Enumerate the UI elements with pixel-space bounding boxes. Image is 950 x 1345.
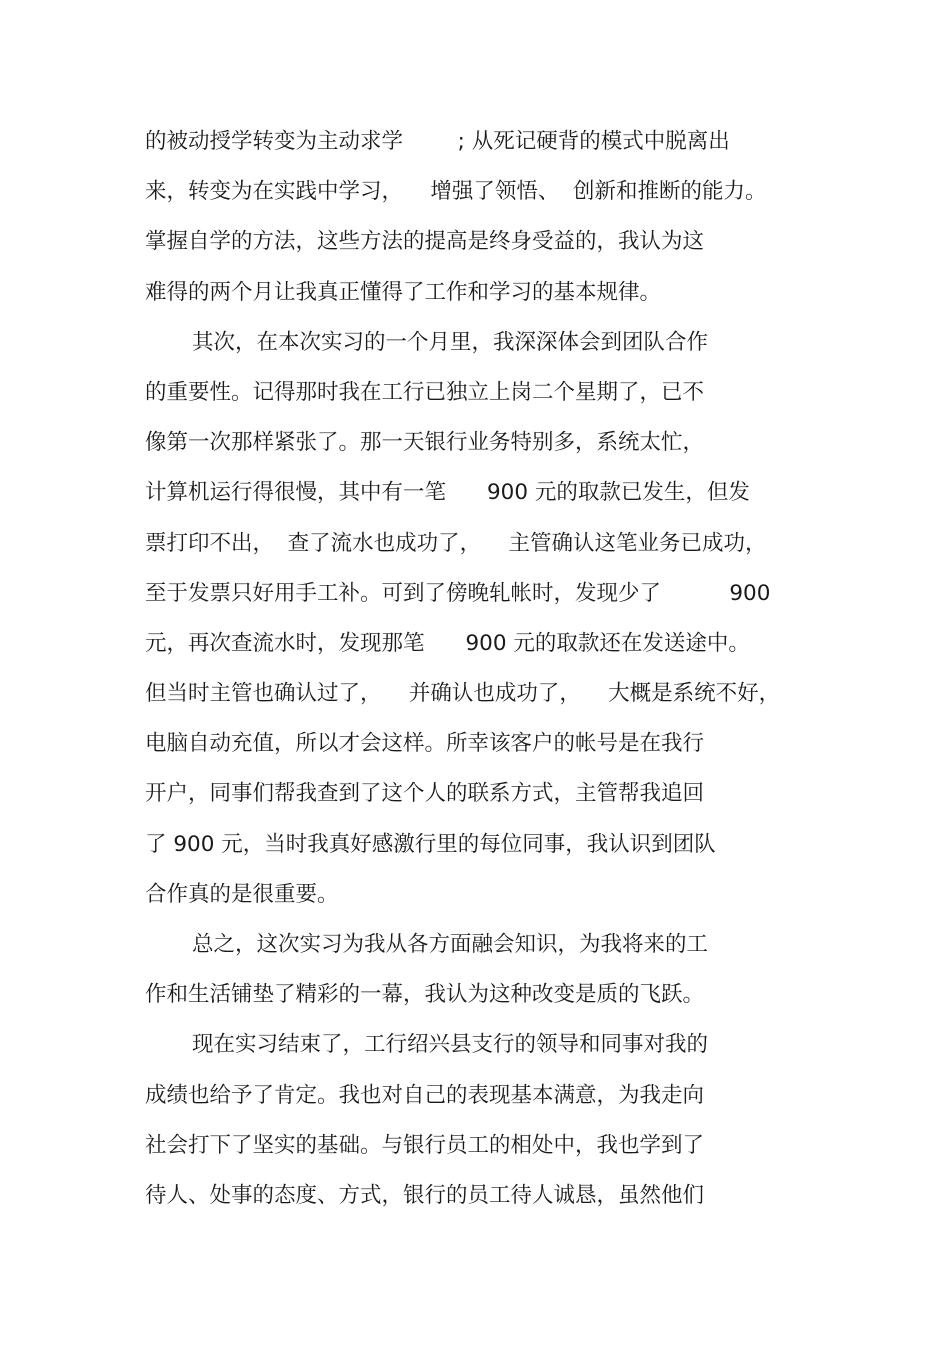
- text-line: 像第一次那样紧张了。那一天银行业务特别多，系统太忙，: [145, 430, 705, 456]
- text-line: 作和生活铺垫了精彩的一幕，我认为这种改变是质的飞跃。: [145, 982, 705, 1008]
- text-line: 电脑自动充值，所以才会这样。所幸该客户的帐号是在我行: [145, 731, 705, 757]
- text-line: 来，转变为在实践中学习， 增强了领悟、 创新和推断的能力。: [145, 179, 767, 205]
- text-line: 至于发票只好用手工补。可到了傍晚轧帐时，发现少了 900: [145, 580, 771, 606]
- text-line: 但当时主管也确认过了， 并确认也成功了， 大概是系统不好，: [145, 681, 781, 707]
- text-line: 合作真的是很重要。: [145, 881, 339, 907]
- text-line: 票打印不出， 查了流水也成功了， 主管确认这笔业务已成功，: [145, 530, 767, 556]
- text-line: 了 900 元，当时我真好感激行里的每位同事，我认识到团队: [145, 831, 716, 857]
- text-line: 掌握自学的方法，这些方法的提高是终身受益的，我认为这: [145, 229, 705, 255]
- paragraph-start-line: 现在实习结束了，工行绍兴县支行的领导和同事对我的: [192, 1032, 709, 1058]
- text-line: 社会打下了坚实的基础。与银行员工的相处中，我也学到了: [145, 1132, 705, 1158]
- text-line: 的被动授学转变为主动求学 ; 从死记硬背的模式中脱离出: [145, 129, 730, 154]
- paragraph-start-line: 其次，在本次实习的一个月里，我深深体会到团队合作: [192, 329, 709, 355]
- text-line: 待人、处事的态度、方式，银行的员工待人诚恳，虽然他们: [145, 1182, 705, 1208]
- text-line: 成绩也给予了肯定。我也对自己的表现基本满意，为我走向: [145, 1082, 705, 1108]
- text-line: 难得的两个月让我真正懂得了工作和学习的基本规律。: [145, 279, 662, 305]
- text-line: 开户，同事们帮我查到了这个人的联系方式，主管帮我追回: [145, 781, 705, 807]
- text-line: 计算机运行得很慢，其中有一笔 900 元的取款已发生，但发: [145, 480, 750, 506]
- text-line: 元，再次查流水时，发现那笔 900 元的取款还在发送途中。: [145, 630, 750, 656]
- body-text: [145, 122, 825, 1226]
- paragraph-start-line: 总之，这次实习为我从各方面融会知识，为我将来的工: [192, 932, 709, 957]
- text-line: 的重要性。记得那时我在工行已独立上岗二个星期了，已不: [145, 379, 705, 405]
